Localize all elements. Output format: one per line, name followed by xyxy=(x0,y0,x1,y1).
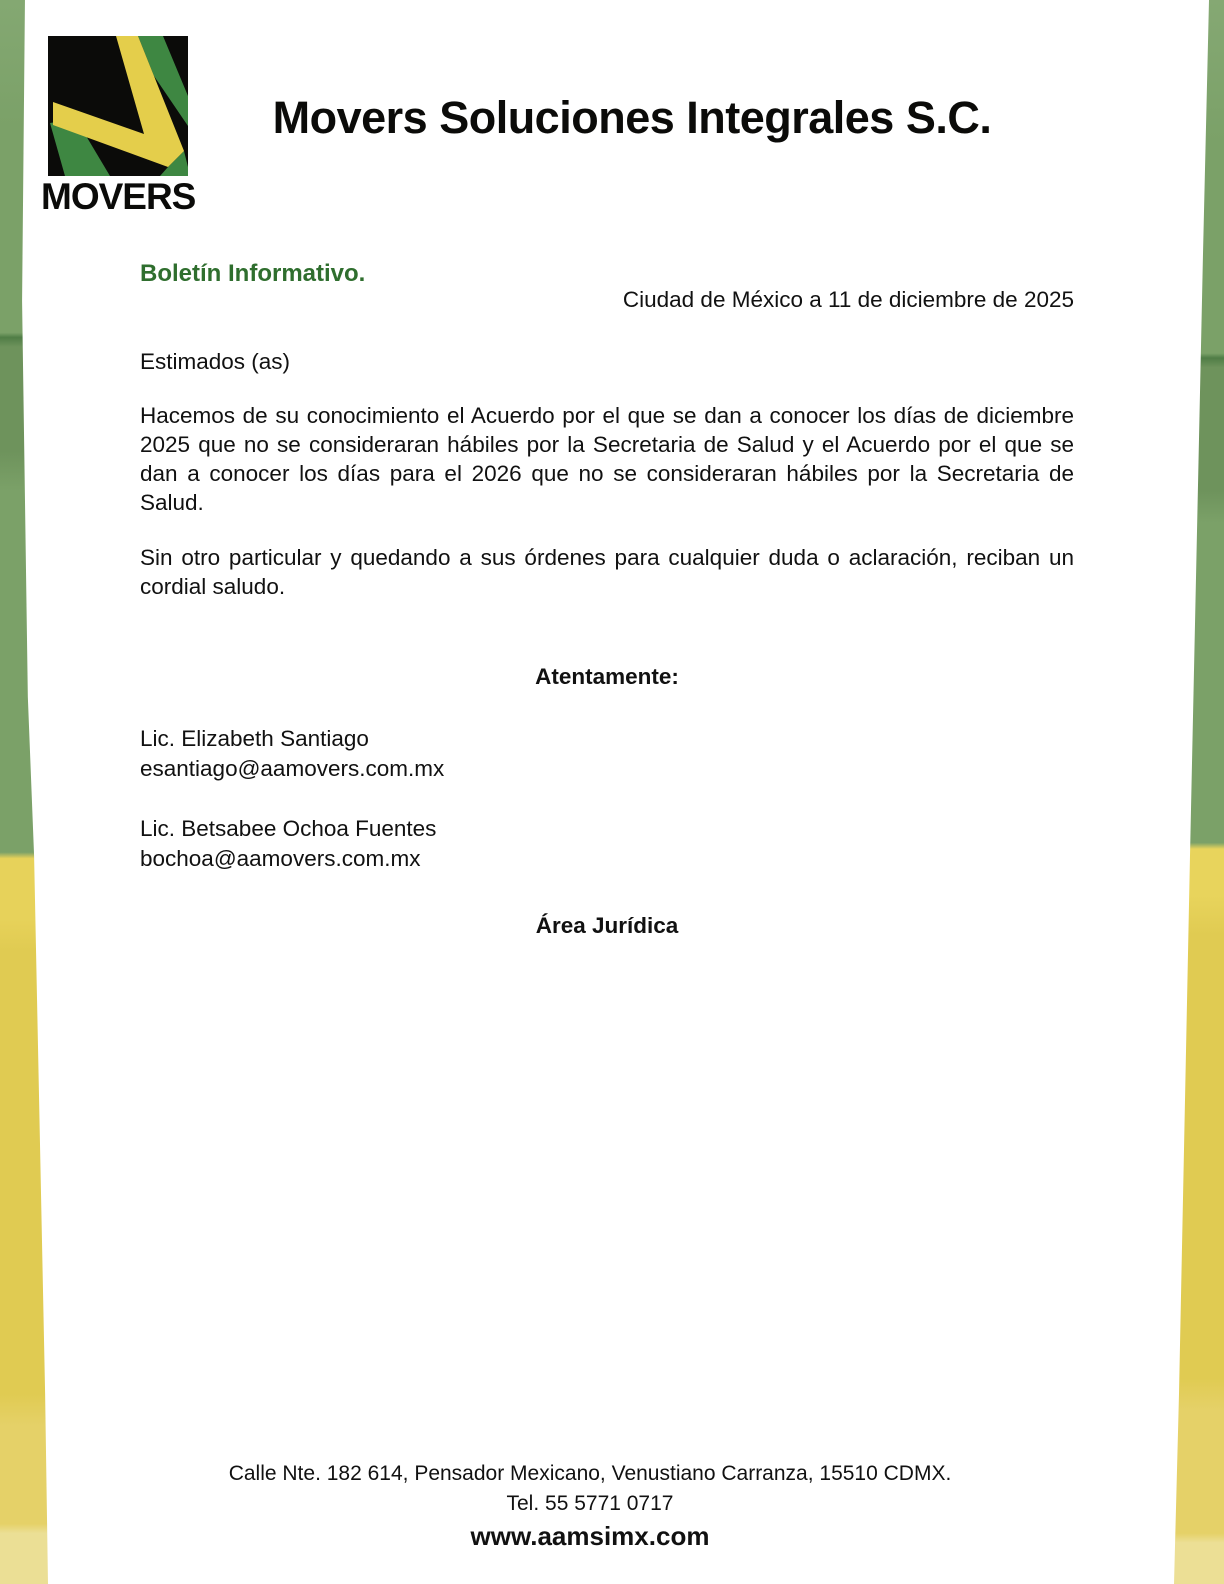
checkmark-logo-icon xyxy=(48,36,188,176)
dateline: Ciudad de México a 11 de diciembre de 2025 xyxy=(622,287,1074,312)
footer-website: www.aamsimx.com xyxy=(470,1521,710,1551)
footer-address: Calle Nte. 182 614, Pensador Mexicano, Venustiano Carranza, 15510 CDMX. xyxy=(228,1462,952,1485)
bulletin-label: Boletín Informativo. xyxy=(140,260,366,287)
right-edge-ribbon xyxy=(1174,0,1224,1584)
signer-email: esantiago@aamovers.com.mx xyxy=(140,756,445,781)
left-edge-ribbon xyxy=(0,0,48,1584)
signer-name: Lic. Betsabee Ochoa Fuentes xyxy=(140,816,437,841)
signer-email: bochoa@aamovers.com.mx xyxy=(140,846,421,871)
body-paragraph-2: Sin otro particular y quedando a sus órdenes para cualquier duda o aclaración, reciban un cordial saludo. xyxy=(140,545,1074,599)
salutation: Estimados (as) xyxy=(140,349,291,374)
movers-logo xyxy=(48,36,188,176)
body-paragraph-1: Hacemos de su conocimiento el Acuerdo por el que se dan a conocer los días de diciembre 2025 que no se consideraran hábiles por la Secretaria de Salud y el Acuerdo por el que se dan a conocer los días para el 2026 que no se consideraran hábiles por la Secretaria de Salud. xyxy=(140,403,1074,515)
signer-name: Lic. Elizabeth Santiago xyxy=(140,726,369,751)
logo-wordmark: MOVERS xyxy=(41,176,196,217)
footer-phone: Tel. 55 5771 0717 xyxy=(506,1492,674,1515)
page-title: Movers Soluciones Integrales S.C. xyxy=(272,92,992,143)
closing-line: Atentamente: xyxy=(535,664,679,689)
department-label: Área Jurídica xyxy=(535,913,679,938)
